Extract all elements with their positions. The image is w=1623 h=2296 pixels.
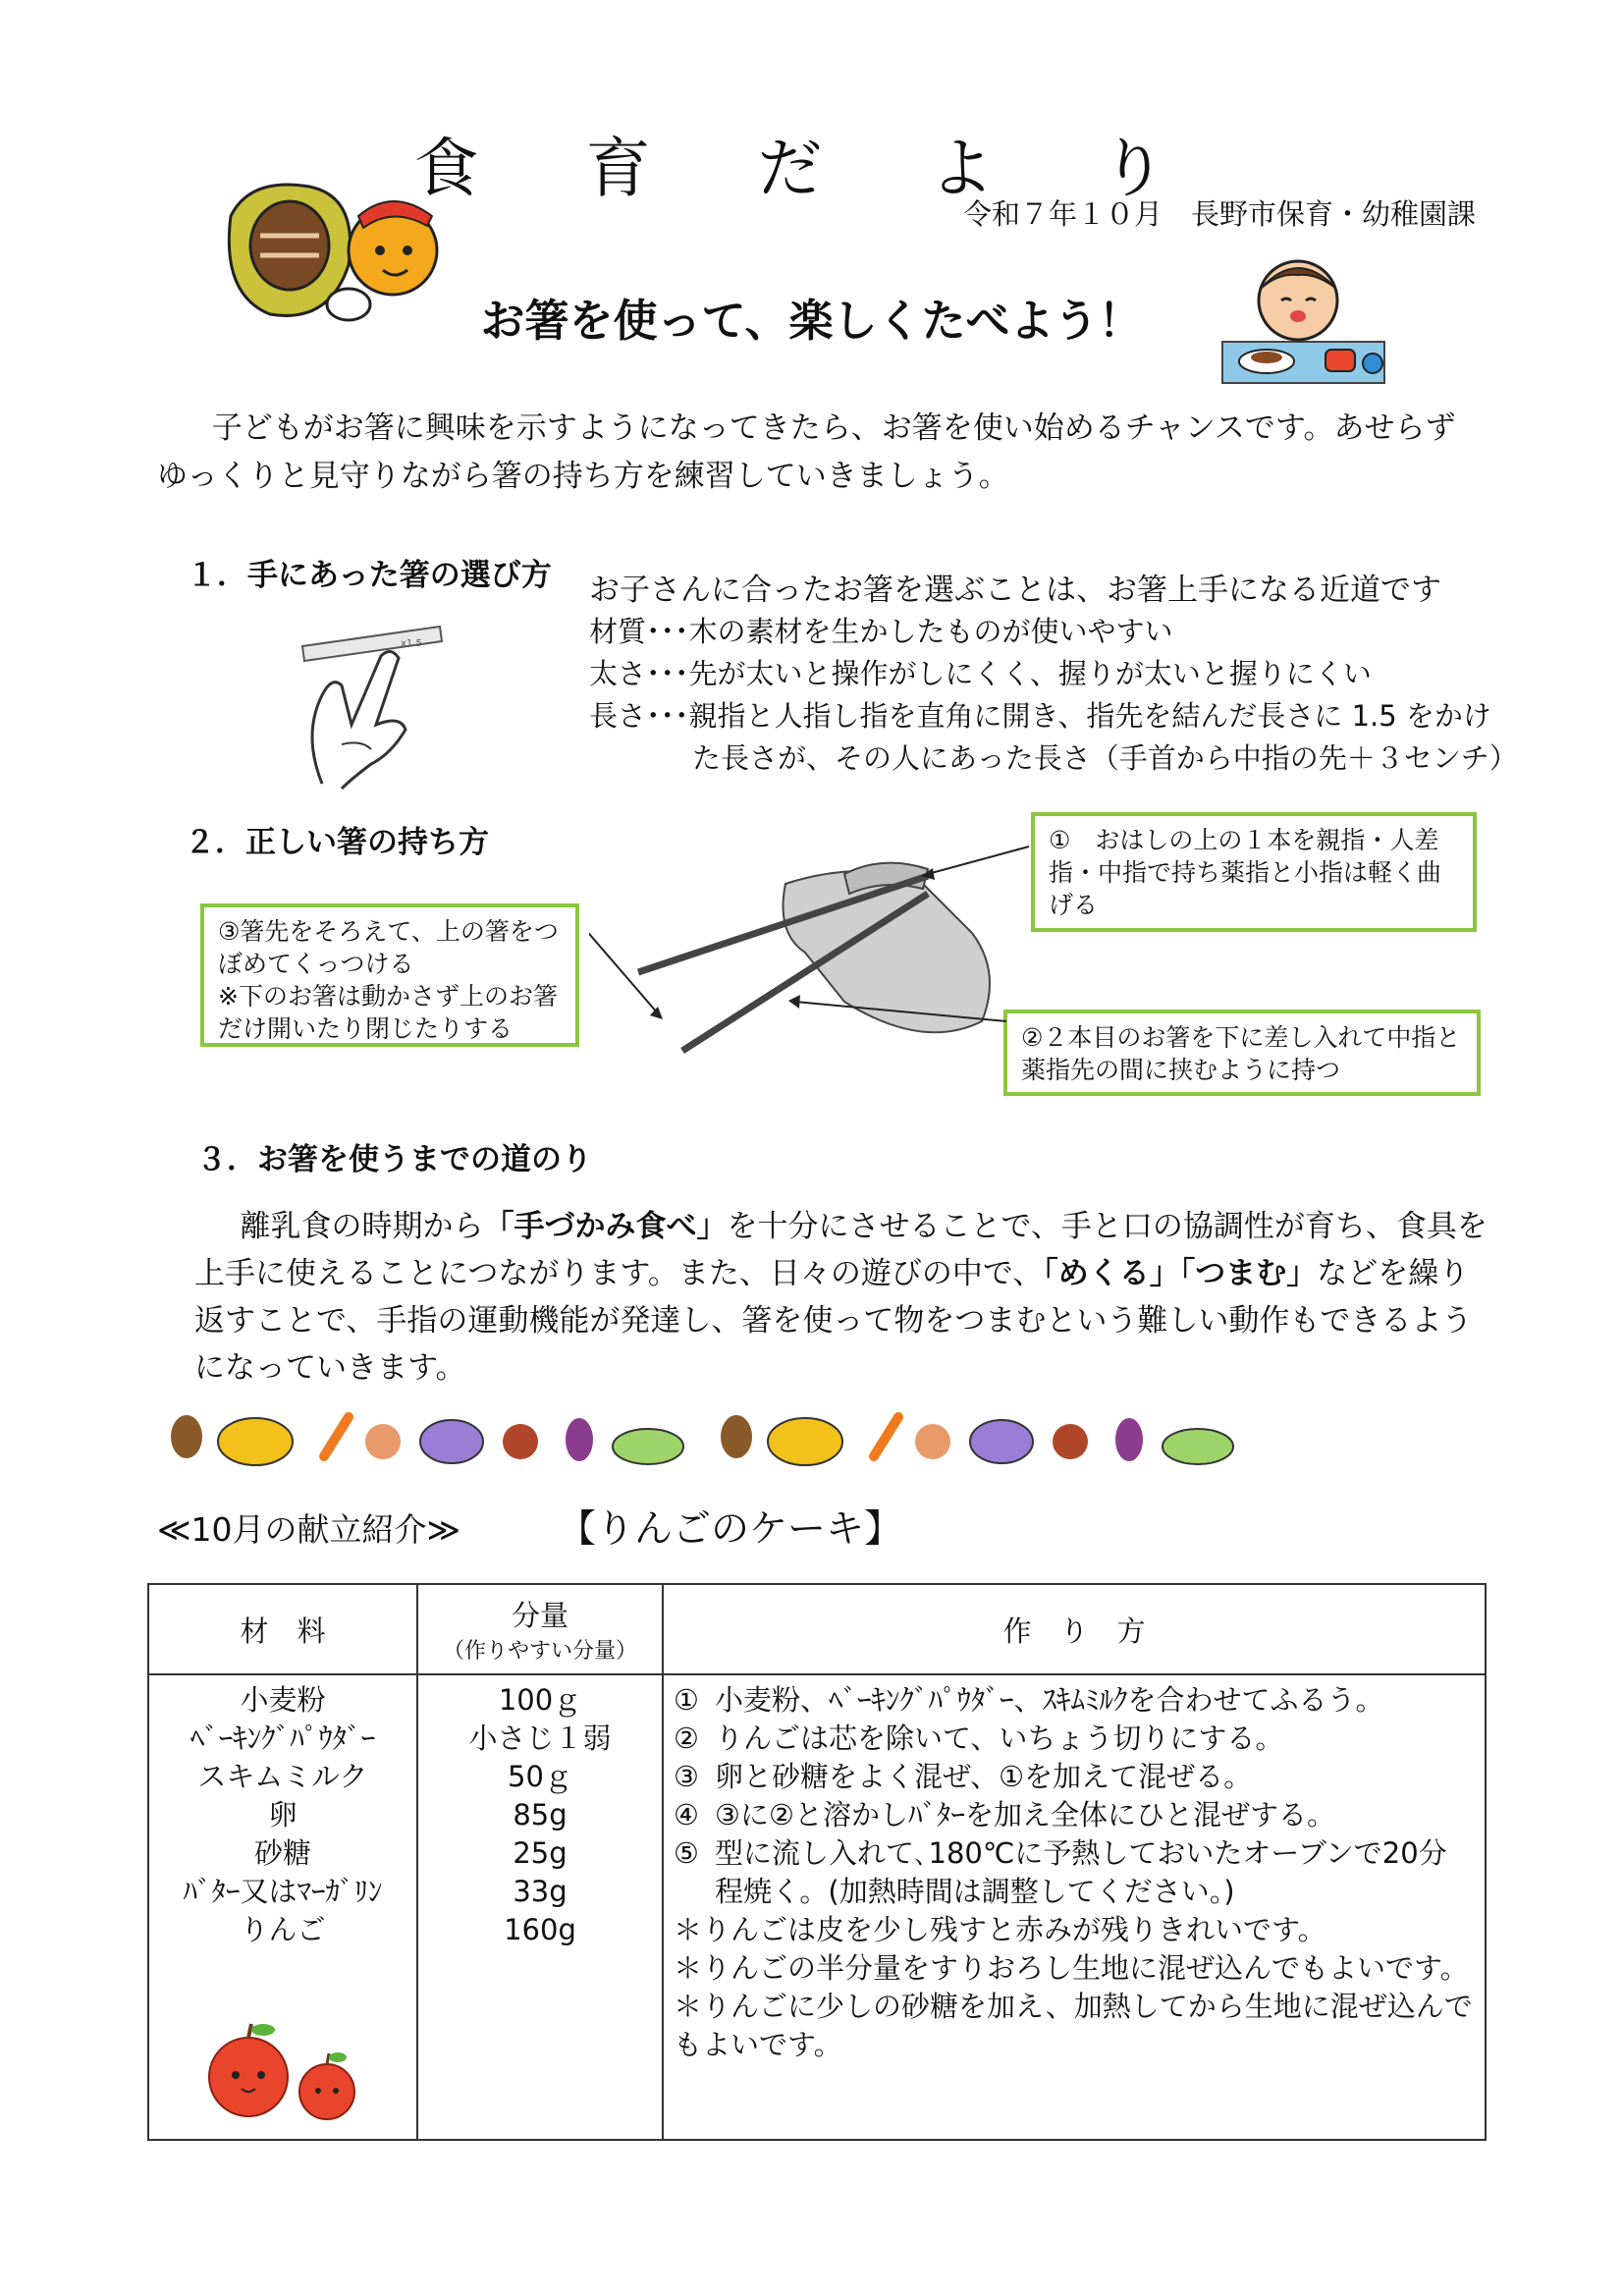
recipe-note: ＊りんごに少しの砂糖を加え、加熱してから生地に混ぜ込んでもよいです。 — [674, 1990, 1473, 2061]
callout-grip-3 — [200, 903, 579, 1047]
apple-mascot-icon — [185, 2018, 381, 2126]
step-number: ① — [674, 1683, 699, 1717]
method-cell — [663, 1674, 1486, 2140]
ingredient: 砂糖 — [253, 1836, 311, 1870]
intro-paragraph: 子どもがお箸に興味を示すようになってきたら、お箸を使い始めるチャンスです。あせらずゆっくりと見守りながら箸の持ち方を練習していきましょう。 — [157, 410, 1456, 494]
list-key: 太さ･･･ — [589, 657, 689, 690]
header-amount-note: （作りやすい分量） — [442, 1639, 637, 1664]
amount: 50ｇ — [508, 1760, 572, 1793]
headline: お箸を使って、楽しくたべよう！ — [480, 295, 1143, 347]
table-header-row — [148, 1584, 1486, 1674]
list-item — [589, 695, 1518, 738]
step-number: ② — [674, 1722, 699, 1755]
step-text: ③に②と溶かしﾊﾞﾀｰを加え全体にひと混ぜする。 — [715, 1798, 1335, 1831]
amount: 100ｇ — [498, 1683, 582, 1717]
recipe-title: 【りんごのケーキ】 — [558, 1507, 903, 1552]
step-number: ③ — [674, 1760, 699, 1793]
list-continuation: た長さが、その人にあった長さ（手首から中指の先＋３センチ） — [692, 741, 1518, 775]
section3-paragraph — [194, 1203, 1490, 1392]
amount: 33g — [513, 1875, 568, 1908]
section1-title: １．手にあった箸の選び方 — [187, 558, 552, 593]
step-text: 型に流し入れて､180℃に予熱しておいたオーブンで20分程焼く。(加熱時間は調整してください。) — [715, 1836, 1447, 1908]
menu-label: ≪10月の献立紹介≫ — [157, 1510, 461, 1549]
section3-text-1: 離乳食の時期から — [240, 1209, 484, 1244]
section1-lead: お子さんに合ったお箸を選ぶことは、お箸上手になる近道です — [589, 573, 1441, 608]
ingredients-cell — [148, 1674, 417, 2140]
recipe-table — [147, 1583, 1487, 2141]
header-method: 作 り 方 — [663, 1584, 1486, 1674]
table-row — [148, 1674, 1486, 2140]
food-border-icon — [157, 1402, 1237, 1471]
amount: 25g — [513, 1836, 568, 1870]
section3-text-3: などを繰り返すことで、手指の運動機能が発達し、箸を使って物をつまむという難しい動作もできるようになっていきます。 — [194, 1256, 1473, 1386]
callout-grip-1: ① おはしの上の１本を親指・人差指・中指で持ち薬指と小指は軽く曲げる — [1031, 812, 1477, 932]
list-item — [589, 611, 1518, 653]
list-text: 先が太いと操作がしにくく、握りが太いと握りにくい — [688, 657, 1372, 690]
list-key: 長さ･･･ — [589, 699, 689, 733]
callout-grip-2: ②２本目のお箸を下に差し入れて中指と薬指先の間に挟むように持つ — [1003, 1010, 1481, 1096]
callout-grip-3-main: ③箸先をそろえて、上の箸をつぼめてくっつける — [218, 917, 559, 978]
amount: 160g — [504, 1913, 576, 1946]
step-item — [674, 1681, 1475, 1720]
section2-title: ２．正しい箸の持ち方 — [185, 825, 489, 860]
amount: 小さじ１弱 — [468, 1722, 612, 1755]
step-text: りんごは芯を除いて、いちょう切りにする。 — [715, 1722, 1284, 1755]
hand-measure-label: x1.5 — [401, 638, 422, 649]
list-text: 木の素材を生かしたものが使いやすい — [688, 615, 1173, 648]
step-item — [674, 1720, 1475, 1758]
step-item — [674, 1758, 1475, 1796]
section3-highlight-2: 「めくる」「つまむ」 — [1043, 1256, 1318, 1291]
ingredient: りんご — [240, 1913, 326, 1946]
list-text: 親指と人指し指を直角に開き、指先を結んだ長さに 1.5 をかけ — [688, 699, 1491, 733]
ingredient: スキムミルク — [197, 1760, 368, 1793]
child-eating-icon — [1217, 253, 1389, 386]
list-key: 材質･･･ — [589, 615, 689, 648]
ingredient: ﾍﾞｰｷﾝｸﾞﾊﾟｳﾀﾞｰ — [189, 1722, 376, 1755]
step-text: 卵と砂糖をよく混ぜ、①を加えて混ぜる。 — [715, 1760, 1253, 1793]
ingredient: 卵 — [268, 1798, 298, 1831]
step-number: ④ — [674, 1798, 699, 1831]
section3-text-2: を十分にさせることで、手と口の協調性が育ち、食具を上手に使えることにつながります。また、日々の遊びの中で、 — [194, 1209, 1488, 1291]
ingredient: ﾊﾞﾀｰ又はﾏｰｶﾞﾘﾝ — [183, 1875, 383, 1908]
amount: 85g — [513, 1798, 568, 1831]
chopsticks-hand-icon — [589, 815, 1041, 1080]
header-amount — [417, 1584, 663, 1674]
page-title: 食 育 だ よ り — [413, 131, 1210, 206]
step-item — [674, 1834, 1475, 1911]
step-text: 小麦粉、ﾍﾞｰｷﾝｸﾞﾊﾟｳﾀﾞｰ、ｽｷﾑﾐﾙｸを合わせてふるう。 — [715, 1683, 1384, 1717]
dateline: 令和７年１０月 長野市保育・幼稚園課 — [962, 197, 1476, 231]
recipe-note: ＊りんごは皮を少し残すと赤みが残りきれいです。 — [674, 1913, 1326, 1946]
list-item — [589, 653, 1518, 695]
step-number: ⑤ — [674, 1836, 699, 1870]
section3-highlight-1: 「手づかみ食べ」 — [483, 1209, 728, 1244]
hand-measure-icon — [283, 617, 455, 793]
header-ingredients: 材 料 — [148, 1584, 417, 1674]
header-amount-label: 分量 — [511, 1599, 568, 1632]
section1-list — [589, 611, 1518, 780]
section3-title: ３．お箸を使うまでの道のり — [196, 1142, 592, 1177]
amounts-cell — [417, 1674, 663, 2140]
recipe-note: ＊りんごの半分量をすりおろし生地に混ぜ込んでもよいです。 — [674, 1951, 1469, 1985]
ingredient: 小麦粉 — [240, 1683, 326, 1717]
callout-grip-3-note: ※下のお箸は動かさず上のお箸だけ開いたり閉じたりする — [218, 982, 558, 1043]
step-item — [674, 1796, 1475, 1834]
